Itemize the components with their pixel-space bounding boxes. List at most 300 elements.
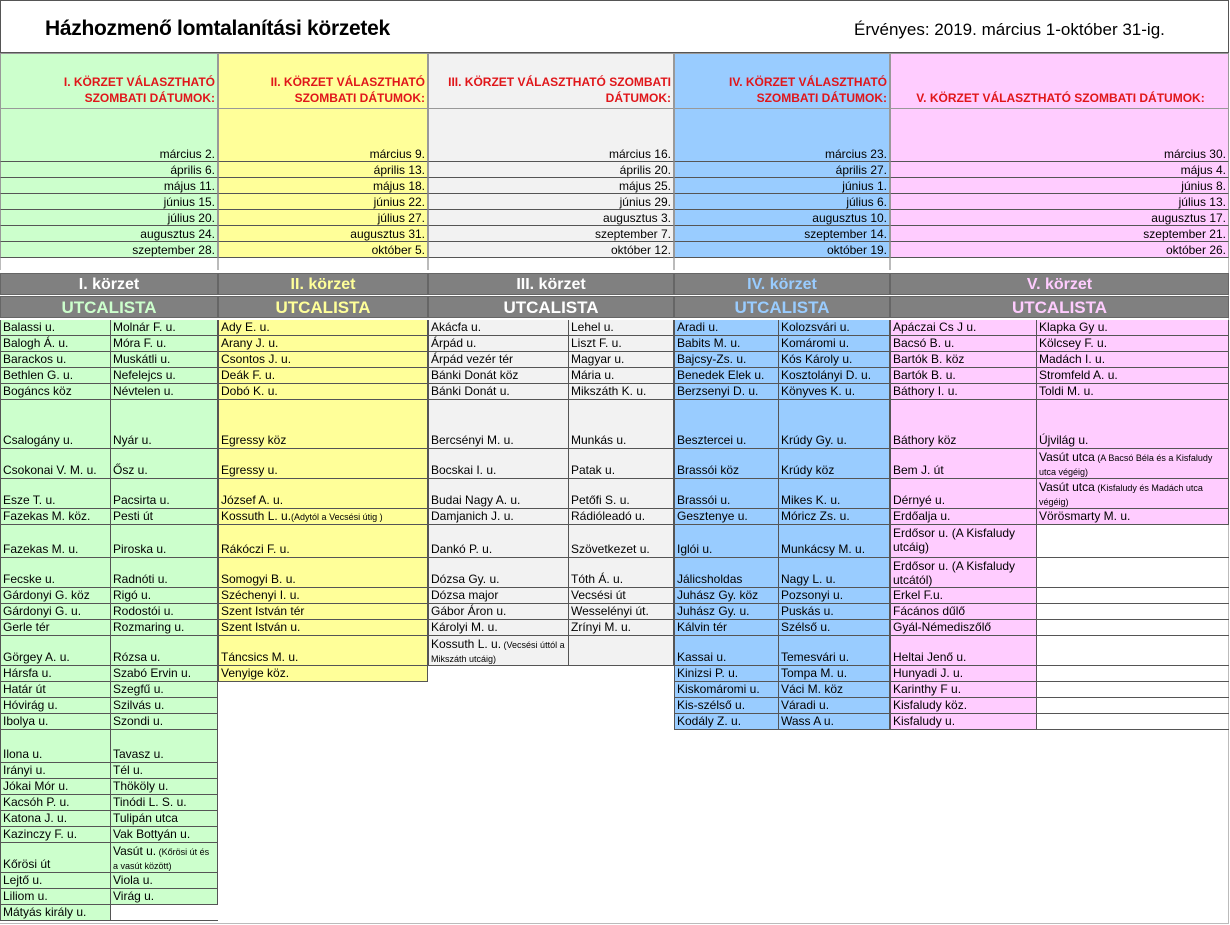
street-cell xyxy=(674,320,779,335)
street-name: Ibolya u. xyxy=(3,714,49,728)
street-name: Vörösmarty M. u. xyxy=(1039,509,1131,523)
street-cell xyxy=(0,509,111,524)
street-name: Bánki Donát köz xyxy=(431,368,519,382)
street-name: Vasút utca xyxy=(1039,480,1095,494)
street-name: Gyál-Némediszőlő xyxy=(893,620,992,634)
street-cell xyxy=(890,525,1037,557)
street-cell xyxy=(0,889,111,904)
street-cell xyxy=(428,588,569,603)
street-name: Nyár u. xyxy=(113,433,152,447)
street-name: Fazekas M. köz. xyxy=(3,509,91,523)
street-name: Kós Károly u. xyxy=(781,352,853,366)
street-cell xyxy=(218,620,428,635)
street-row xyxy=(218,352,428,368)
street-cell xyxy=(890,384,1037,399)
street-cell xyxy=(111,400,218,448)
district-column-2 xyxy=(218,53,428,925)
street-cell xyxy=(0,588,111,603)
street-row xyxy=(218,336,428,352)
date-item: augusztus 10. xyxy=(674,210,890,226)
street-name: Mátyás király u. xyxy=(3,905,87,919)
street-name: Vecsési út xyxy=(571,588,626,602)
street-row xyxy=(0,763,218,779)
street-cell xyxy=(890,352,1037,367)
street-row xyxy=(674,449,890,479)
street-row xyxy=(890,636,1229,666)
street-name: Tinódi L. S. u. xyxy=(113,795,187,809)
date-item: október 12. xyxy=(428,242,674,258)
street-row xyxy=(218,449,428,479)
street-name: Puskás u. xyxy=(781,604,834,618)
street-row xyxy=(0,714,218,730)
street-row xyxy=(0,698,218,714)
header-gap xyxy=(890,109,1229,146)
street-cell xyxy=(779,384,890,399)
street-row xyxy=(0,558,218,588)
street-row xyxy=(0,666,218,682)
street-name: Brassói u. xyxy=(677,493,731,507)
street-row xyxy=(0,620,218,636)
street-cell xyxy=(779,682,890,697)
street-name: Gerle tér xyxy=(3,620,50,634)
street-row xyxy=(428,636,674,666)
street-table xyxy=(218,320,428,682)
street-cell xyxy=(890,368,1037,383)
street-row xyxy=(428,336,674,352)
street-cell xyxy=(779,449,890,478)
zone-label: IV. körzet xyxy=(674,273,890,295)
street-cell xyxy=(111,509,218,524)
street-name: Jálicsholdas xyxy=(677,572,743,586)
date-item: június 8. xyxy=(890,178,1229,194)
street-cell xyxy=(890,509,1037,524)
street-name: Tompa M. u. xyxy=(781,666,848,680)
street-row xyxy=(428,509,674,525)
street-name: Mikes K. u. xyxy=(781,493,841,507)
date-item: június 22. xyxy=(218,194,428,210)
street-name: Fazekas M. u. xyxy=(3,542,79,556)
street-name: Pozsonyi u. xyxy=(781,588,844,602)
street-name: Mária u. xyxy=(571,368,615,382)
date-item: szeptember 21. xyxy=(890,226,1229,242)
street-name: Bánki Donát u. xyxy=(431,384,510,398)
street-name: Rózsa u. xyxy=(113,650,161,664)
street-row xyxy=(218,666,428,682)
street-name: Komáromi u. xyxy=(781,336,850,350)
street-name: Könyves K. u. xyxy=(781,384,856,398)
street-cell xyxy=(0,384,111,399)
street-cell xyxy=(111,682,218,697)
street-name: Piroska u. xyxy=(113,542,167,556)
street-name: Károlyi M. u. xyxy=(431,620,498,634)
street-name: Bogáncs köz xyxy=(3,384,72,398)
street-row xyxy=(0,682,218,698)
street-row xyxy=(428,449,674,479)
header-gap xyxy=(428,109,674,146)
street-cell xyxy=(0,368,111,383)
district-header-text: V. KÖRZET VÁLASZTHATÓ SZOMBATI DÁTUMOK: xyxy=(916,91,1205,105)
street-cell xyxy=(0,352,111,367)
street-row xyxy=(674,588,890,604)
street-row xyxy=(0,843,218,873)
street-cell xyxy=(0,400,111,448)
street-name: Szent István u. xyxy=(221,620,301,634)
street-cell xyxy=(890,666,1037,681)
street-cell xyxy=(111,558,218,587)
street-name: Kőrösi út xyxy=(3,857,51,871)
street-cell xyxy=(218,352,428,367)
street-cell xyxy=(569,636,674,665)
date-item: március 2. xyxy=(0,146,218,162)
title-bar xyxy=(0,0,1229,53)
district-column-4 xyxy=(674,53,890,925)
street-name: Hunyadi J. u. xyxy=(893,666,964,680)
street-name: Kacsóh P. u. xyxy=(3,795,70,809)
street-row xyxy=(0,368,218,384)
date-item: május 18. xyxy=(218,178,428,194)
street-row xyxy=(674,400,890,449)
street-name: Kossuth L. u. xyxy=(221,509,292,523)
street-name: Fecske u. xyxy=(3,572,56,586)
street-row xyxy=(674,525,890,558)
street-cell xyxy=(111,666,218,681)
street-row xyxy=(218,400,428,449)
street-cell xyxy=(890,336,1037,351)
street-cell xyxy=(0,763,111,778)
street-cell xyxy=(0,827,111,842)
street-name: Rodostói u. xyxy=(113,604,174,618)
district-header xyxy=(428,53,674,109)
street-cell xyxy=(111,525,218,557)
street-row xyxy=(674,384,890,400)
street-name: Tóth Á. u. xyxy=(571,572,624,586)
street-cell xyxy=(674,368,779,383)
street-row xyxy=(0,384,218,400)
street-name: Kölcsey F. u. xyxy=(1039,336,1108,350)
street-cell xyxy=(674,588,779,603)
street-cell xyxy=(890,479,1037,508)
street-cell xyxy=(1037,400,1229,448)
street-name: Vak Bottyán u. xyxy=(113,827,191,841)
date-item: augusztus 17. xyxy=(890,210,1229,226)
street-name: Kálvin tér xyxy=(677,620,728,634)
street-cell xyxy=(890,604,1037,619)
street-name: Stromfeld A. u. xyxy=(1039,368,1118,382)
street-cell xyxy=(0,558,111,587)
street-name: Budai Nagy A. u. xyxy=(431,493,521,507)
district-header xyxy=(890,53,1229,109)
street-name: Katona J. u. xyxy=(3,811,68,825)
street-cell xyxy=(218,336,428,351)
street-row xyxy=(428,352,674,368)
street-name: Váci M. köz xyxy=(781,682,844,696)
street-table xyxy=(890,320,1229,730)
date-item: augusztus 3. xyxy=(428,210,674,226)
street-row xyxy=(890,604,1229,620)
street-row xyxy=(890,525,1229,558)
street-name: Viola u. xyxy=(113,873,153,887)
street-name: Babits M. u. xyxy=(677,336,741,350)
street-row xyxy=(428,558,674,588)
date-item: július 13. xyxy=(890,194,1229,210)
street-cell xyxy=(779,604,890,619)
street-row xyxy=(218,636,428,666)
street-row xyxy=(218,620,428,636)
street-name: Bethlen G. u. xyxy=(3,368,74,382)
zone-label: I. körzet xyxy=(0,273,218,295)
date-item: április 13. xyxy=(218,162,428,178)
street-cell xyxy=(1037,320,1229,335)
date-item: június 1. xyxy=(674,178,890,194)
street-list-label: UTCALISTA xyxy=(428,296,674,318)
street-cell xyxy=(779,336,890,351)
street-cell xyxy=(569,604,674,619)
street-cell xyxy=(218,558,428,587)
street-cell xyxy=(218,525,428,557)
street-name: Gárdonyi G. u. xyxy=(3,604,82,618)
street-name: Rozmaring u. xyxy=(113,620,185,634)
street-name: Egressy u. xyxy=(221,463,278,477)
street-cell xyxy=(218,400,428,448)
date-item: július 6. xyxy=(674,194,890,210)
street-cell xyxy=(779,479,890,508)
street-cell xyxy=(0,843,111,872)
street-name: Váradi u. xyxy=(781,698,830,712)
street-name: Rákóczi F. u. xyxy=(221,542,290,556)
street-row xyxy=(674,479,890,509)
street-name: Csontos J. u. xyxy=(221,352,292,366)
street-name: Hársfa u. xyxy=(3,666,52,680)
street-name: Kazinczy F. u. xyxy=(3,827,78,841)
street-list-label: UTCALISTA xyxy=(218,296,428,318)
street-cell xyxy=(111,336,218,351)
street-name: Zrínyi M. u. xyxy=(571,620,632,634)
street-cell xyxy=(674,400,779,448)
street-cell xyxy=(0,666,111,681)
street-row xyxy=(428,400,674,449)
district-header xyxy=(674,53,890,109)
date-item: április 27. xyxy=(674,162,890,178)
district-column-1 xyxy=(0,53,218,925)
street-name: Szövetkezet u. xyxy=(571,542,650,556)
street-cell xyxy=(674,352,779,367)
street-cell xyxy=(1037,509,1229,524)
street-name: Dózsa major xyxy=(431,588,499,602)
street-name: Nefelejcs u. xyxy=(113,368,176,382)
street-row xyxy=(0,730,218,763)
street-cell xyxy=(111,479,218,508)
street-row xyxy=(0,588,218,604)
street-row xyxy=(674,620,890,636)
street-row xyxy=(890,620,1229,636)
street-row xyxy=(890,509,1229,525)
street-cell xyxy=(428,604,569,619)
street-cell xyxy=(890,714,1037,729)
street-name: Benedek Elek u. xyxy=(677,368,765,382)
street-cell xyxy=(779,714,890,729)
street-cell xyxy=(1037,384,1229,399)
street-name: Ilona u. xyxy=(3,747,43,761)
street-name: Muskátli u. xyxy=(113,352,171,366)
street-name: József A. u. xyxy=(221,493,284,507)
street-cell xyxy=(218,479,428,508)
street-row xyxy=(0,509,218,525)
street-name: Vasút utca xyxy=(1039,450,1095,464)
street-note: (A Bacsó Béla és a Kisfaludy utca végéig) xyxy=(1039,453,1213,477)
street-cell xyxy=(428,352,569,367)
street-cell xyxy=(0,479,111,508)
street-cell xyxy=(779,525,890,557)
street-name: Pesti út xyxy=(113,509,154,523)
street-name: Iglói u. xyxy=(677,542,713,556)
street-cell xyxy=(890,698,1037,713)
street-name: Ady E. u. xyxy=(221,320,270,334)
street-row xyxy=(218,604,428,620)
street-name: Dobó K. u. xyxy=(221,384,278,398)
street-name: Wass A u. xyxy=(781,714,834,728)
street-name: Madách I. u. xyxy=(1039,352,1106,366)
street-name: Móricz Zs. u. xyxy=(781,509,850,523)
street-name: Kiskomáromi u. xyxy=(677,682,760,696)
street-cell xyxy=(779,620,890,635)
street-row xyxy=(890,384,1229,400)
date-item: május 25. xyxy=(428,178,674,194)
street-name: Ősz u. xyxy=(113,463,148,477)
street-name: Tél u. xyxy=(113,763,144,777)
street-cell xyxy=(779,320,890,335)
date-item: október 26. xyxy=(890,242,1229,258)
street-cell xyxy=(428,384,569,399)
street-row xyxy=(0,352,218,368)
date-list xyxy=(428,146,674,258)
street-name: Szegfű u. xyxy=(113,682,164,696)
street-cell xyxy=(111,604,218,619)
street-cell xyxy=(890,682,1037,697)
street-cell xyxy=(111,620,218,635)
street-cell xyxy=(779,352,890,367)
street-cell xyxy=(674,558,779,587)
date-item: március 9. xyxy=(218,146,428,162)
street-row xyxy=(890,588,1229,604)
street-name: Kisfaludy köz. xyxy=(893,698,968,712)
street-name: Wesselényi út. xyxy=(571,604,649,618)
street-cell xyxy=(674,666,779,681)
street-cell xyxy=(0,698,111,713)
street-cell xyxy=(674,604,779,619)
street-name: Venyige köz. xyxy=(221,666,290,680)
street-cell xyxy=(111,352,218,367)
street-name: Gábor Áron u. xyxy=(431,604,507,618)
street-name: Bartók B. köz xyxy=(893,352,965,366)
date-item: március 16. xyxy=(428,146,674,162)
street-cell xyxy=(111,588,218,603)
zone-label: II. körzet xyxy=(218,273,428,295)
district-header-text: III. KÖRZET VÁLASZTHATÓ SZOMBATI DÁTUMOK: xyxy=(448,75,671,105)
date-item: július 27. xyxy=(218,210,428,226)
street-name: Tavasz u. xyxy=(113,747,164,761)
street-cell xyxy=(428,525,569,557)
street-name: Esze T. u. xyxy=(3,493,56,507)
street-cell xyxy=(111,636,218,665)
date-item: szeptember 28. xyxy=(0,242,218,258)
street-name: Toldi M. u. xyxy=(1039,384,1094,398)
street-cell xyxy=(111,763,218,778)
street-cell xyxy=(569,620,674,635)
street-cell xyxy=(674,682,779,697)
street-name: Kisfaludy u. xyxy=(893,714,956,728)
street-name: Bartók B. u. xyxy=(893,368,956,382)
street-name: Kossuth L. u. xyxy=(431,637,502,651)
street-cell xyxy=(218,368,428,383)
validity-text: Érvényes: 2019. március 1-október 31-ig. xyxy=(854,20,1165,39)
street-row xyxy=(890,698,1229,714)
street-name: Erdősor u. (A Kisfaludy utcától) xyxy=(893,559,1016,587)
street-row xyxy=(674,558,890,588)
street-cell xyxy=(779,588,890,603)
street-name: Széchenyi I. u. xyxy=(221,588,300,602)
street-name: Szondi u. xyxy=(113,714,164,728)
street-cell xyxy=(569,400,674,448)
street-cell xyxy=(569,479,674,508)
street-cell xyxy=(674,449,779,478)
street-name: Bem J. út xyxy=(893,463,944,477)
street-cell xyxy=(218,509,428,524)
street-row xyxy=(0,449,218,479)
date-item: május 11. xyxy=(0,178,218,194)
street-row xyxy=(0,604,218,620)
street-table xyxy=(0,320,218,921)
street-name: Besztercei u. xyxy=(677,433,747,447)
street-name: Kis-szélső u. xyxy=(677,698,746,712)
street-cell xyxy=(1037,449,1229,478)
street-row xyxy=(674,714,890,730)
date-item: június 29. xyxy=(428,194,674,210)
street-row xyxy=(890,449,1229,479)
zone-label: V. körzet xyxy=(890,273,1229,295)
street-name: Egressy köz xyxy=(221,433,287,447)
street-row xyxy=(0,336,218,352)
street-name: Bercsényi M. u. xyxy=(431,433,514,447)
street-cell xyxy=(0,779,111,794)
street-cell xyxy=(428,636,569,665)
street-row xyxy=(0,827,218,843)
street-name: Névtelen u. xyxy=(113,384,174,398)
street-list-label: UTCALISTA xyxy=(890,296,1229,318)
street-name: Csokonai V. M. u. xyxy=(3,463,97,477)
street-cell xyxy=(111,843,218,872)
street-name: Damjanich J. u. xyxy=(431,509,514,523)
street-cell xyxy=(0,636,111,665)
street-name: Juhász Gy. köz xyxy=(677,588,759,602)
street-name: Balogh Á. u. xyxy=(3,336,69,350)
street-row xyxy=(0,479,218,509)
street-name: Bocskai I. u. xyxy=(431,463,497,477)
street-cell xyxy=(111,873,218,888)
street-name: Táncsics M. u. xyxy=(221,650,299,664)
date-item: március 30. xyxy=(890,146,1229,162)
header-gap xyxy=(0,109,218,146)
street-row xyxy=(674,509,890,525)
street-name: Erdőalja u. xyxy=(893,509,951,523)
street-row xyxy=(428,384,674,400)
street-name: Rádióleadó u. xyxy=(571,509,646,523)
street-name: Liliom u. xyxy=(3,889,48,903)
street-row xyxy=(674,368,890,384)
street-name: Patak u. xyxy=(571,463,616,477)
street-cell xyxy=(569,352,674,367)
date-item: július 20. xyxy=(0,210,218,226)
street-cell xyxy=(111,827,218,842)
